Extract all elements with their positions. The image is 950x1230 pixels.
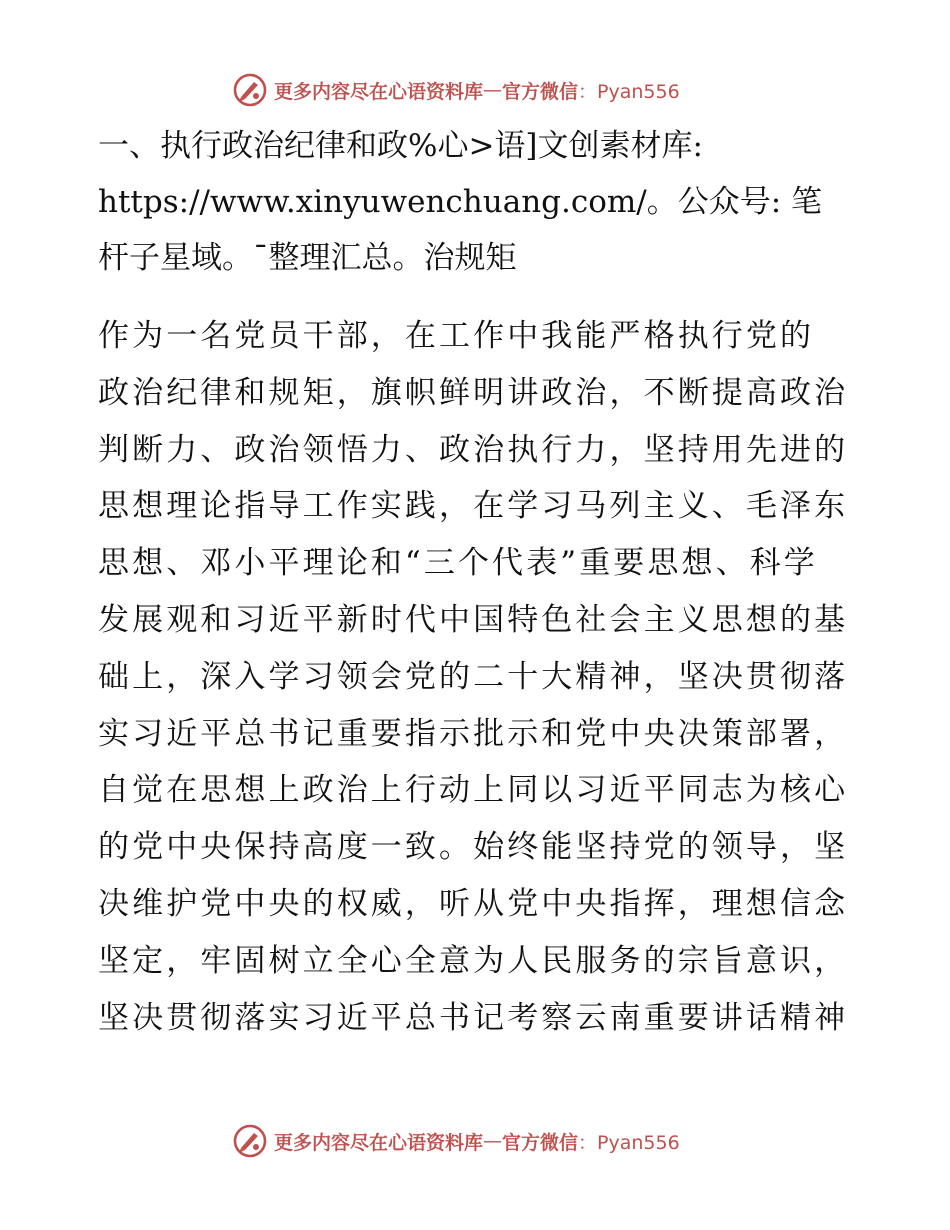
body-paragraph bbox=[98, 308, 858, 1046]
section-heading bbox=[98, 118, 858, 286]
body-line: 坚定，牢固树立全心全意为人民服务的宗旨意识， bbox=[98, 942, 849, 979]
watermark-official-label: 官方微信 bbox=[502, 80, 579, 103]
watermark-main-text: 更多内容尽在心语资料库 bbox=[274, 1131, 484, 1154]
body-line: 坚决贯彻落实习近平总书记考察云南重要讲话精神 bbox=[98, 999, 849, 1036]
watermark-dash: — bbox=[483, 79, 503, 101]
header-watermark bbox=[232, 70, 752, 110]
body-line: 的党中央保持高度一致。始终能坚持党的领导，坚 bbox=[98, 829, 849, 866]
heading-line: https://www.xinyuwenchuang.com/。公众号: 笔 bbox=[98, 184, 823, 220]
body-line: 作为一名党员干部，在工作中我能严格执行党的 bbox=[98, 318, 815, 354]
heading-line: 一、执行政治纪律和政%心>语]文创素材库: bbox=[98, 128, 703, 164]
body-line: 决维护党中央的权威，听从党中央指挥，理想信念 bbox=[98, 885, 849, 922]
watermark-dash: — bbox=[483, 1130, 503, 1152]
body-line: 实习近平总书记重要指示批示和党中央决策部署， bbox=[98, 715, 849, 752]
watermark-main-text: 更多内容尽在心语资料库 bbox=[274, 80, 484, 103]
watermark-wechat-id: ：Pyan556 bbox=[578, 80, 680, 103]
footer-watermark bbox=[232, 1121, 752, 1161]
heading-line: 杆子星域。¯整理汇总。治规矩 bbox=[98, 240, 517, 276]
body-line: 判断力、政治领悟力、政治执行力，坚持用先进的 bbox=[98, 431, 849, 468]
body-line: 思想、邓小平理论和“三个代表”重要思想、科学 bbox=[98, 545, 818, 582]
quill-pen-icon bbox=[232, 1123, 268, 1159]
body-line: 自觉在思想上政治上行动上同以习近平同志为核心 bbox=[98, 772, 849, 809]
body-line: 政治纪律和规矩，旗帜鲜明讲政治，不断提高政治 bbox=[98, 374, 849, 411]
watermark-wechat-id: ：Pyan556 bbox=[578, 1131, 680, 1154]
watermark-official-label: 官方微信 bbox=[502, 1131, 579, 1154]
body-line: 思想理论指导工作实践，在学习马列主义、毛泽东 bbox=[98, 488, 849, 525]
quill-pen-icon bbox=[232, 72, 268, 108]
body-line: 础上，深入学习领会党的二十大精神，坚决贯彻落 bbox=[98, 658, 849, 695]
body-line: 发展观和习近平新时代中国特色社会主义思想的基 bbox=[98, 601, 849, 638]
